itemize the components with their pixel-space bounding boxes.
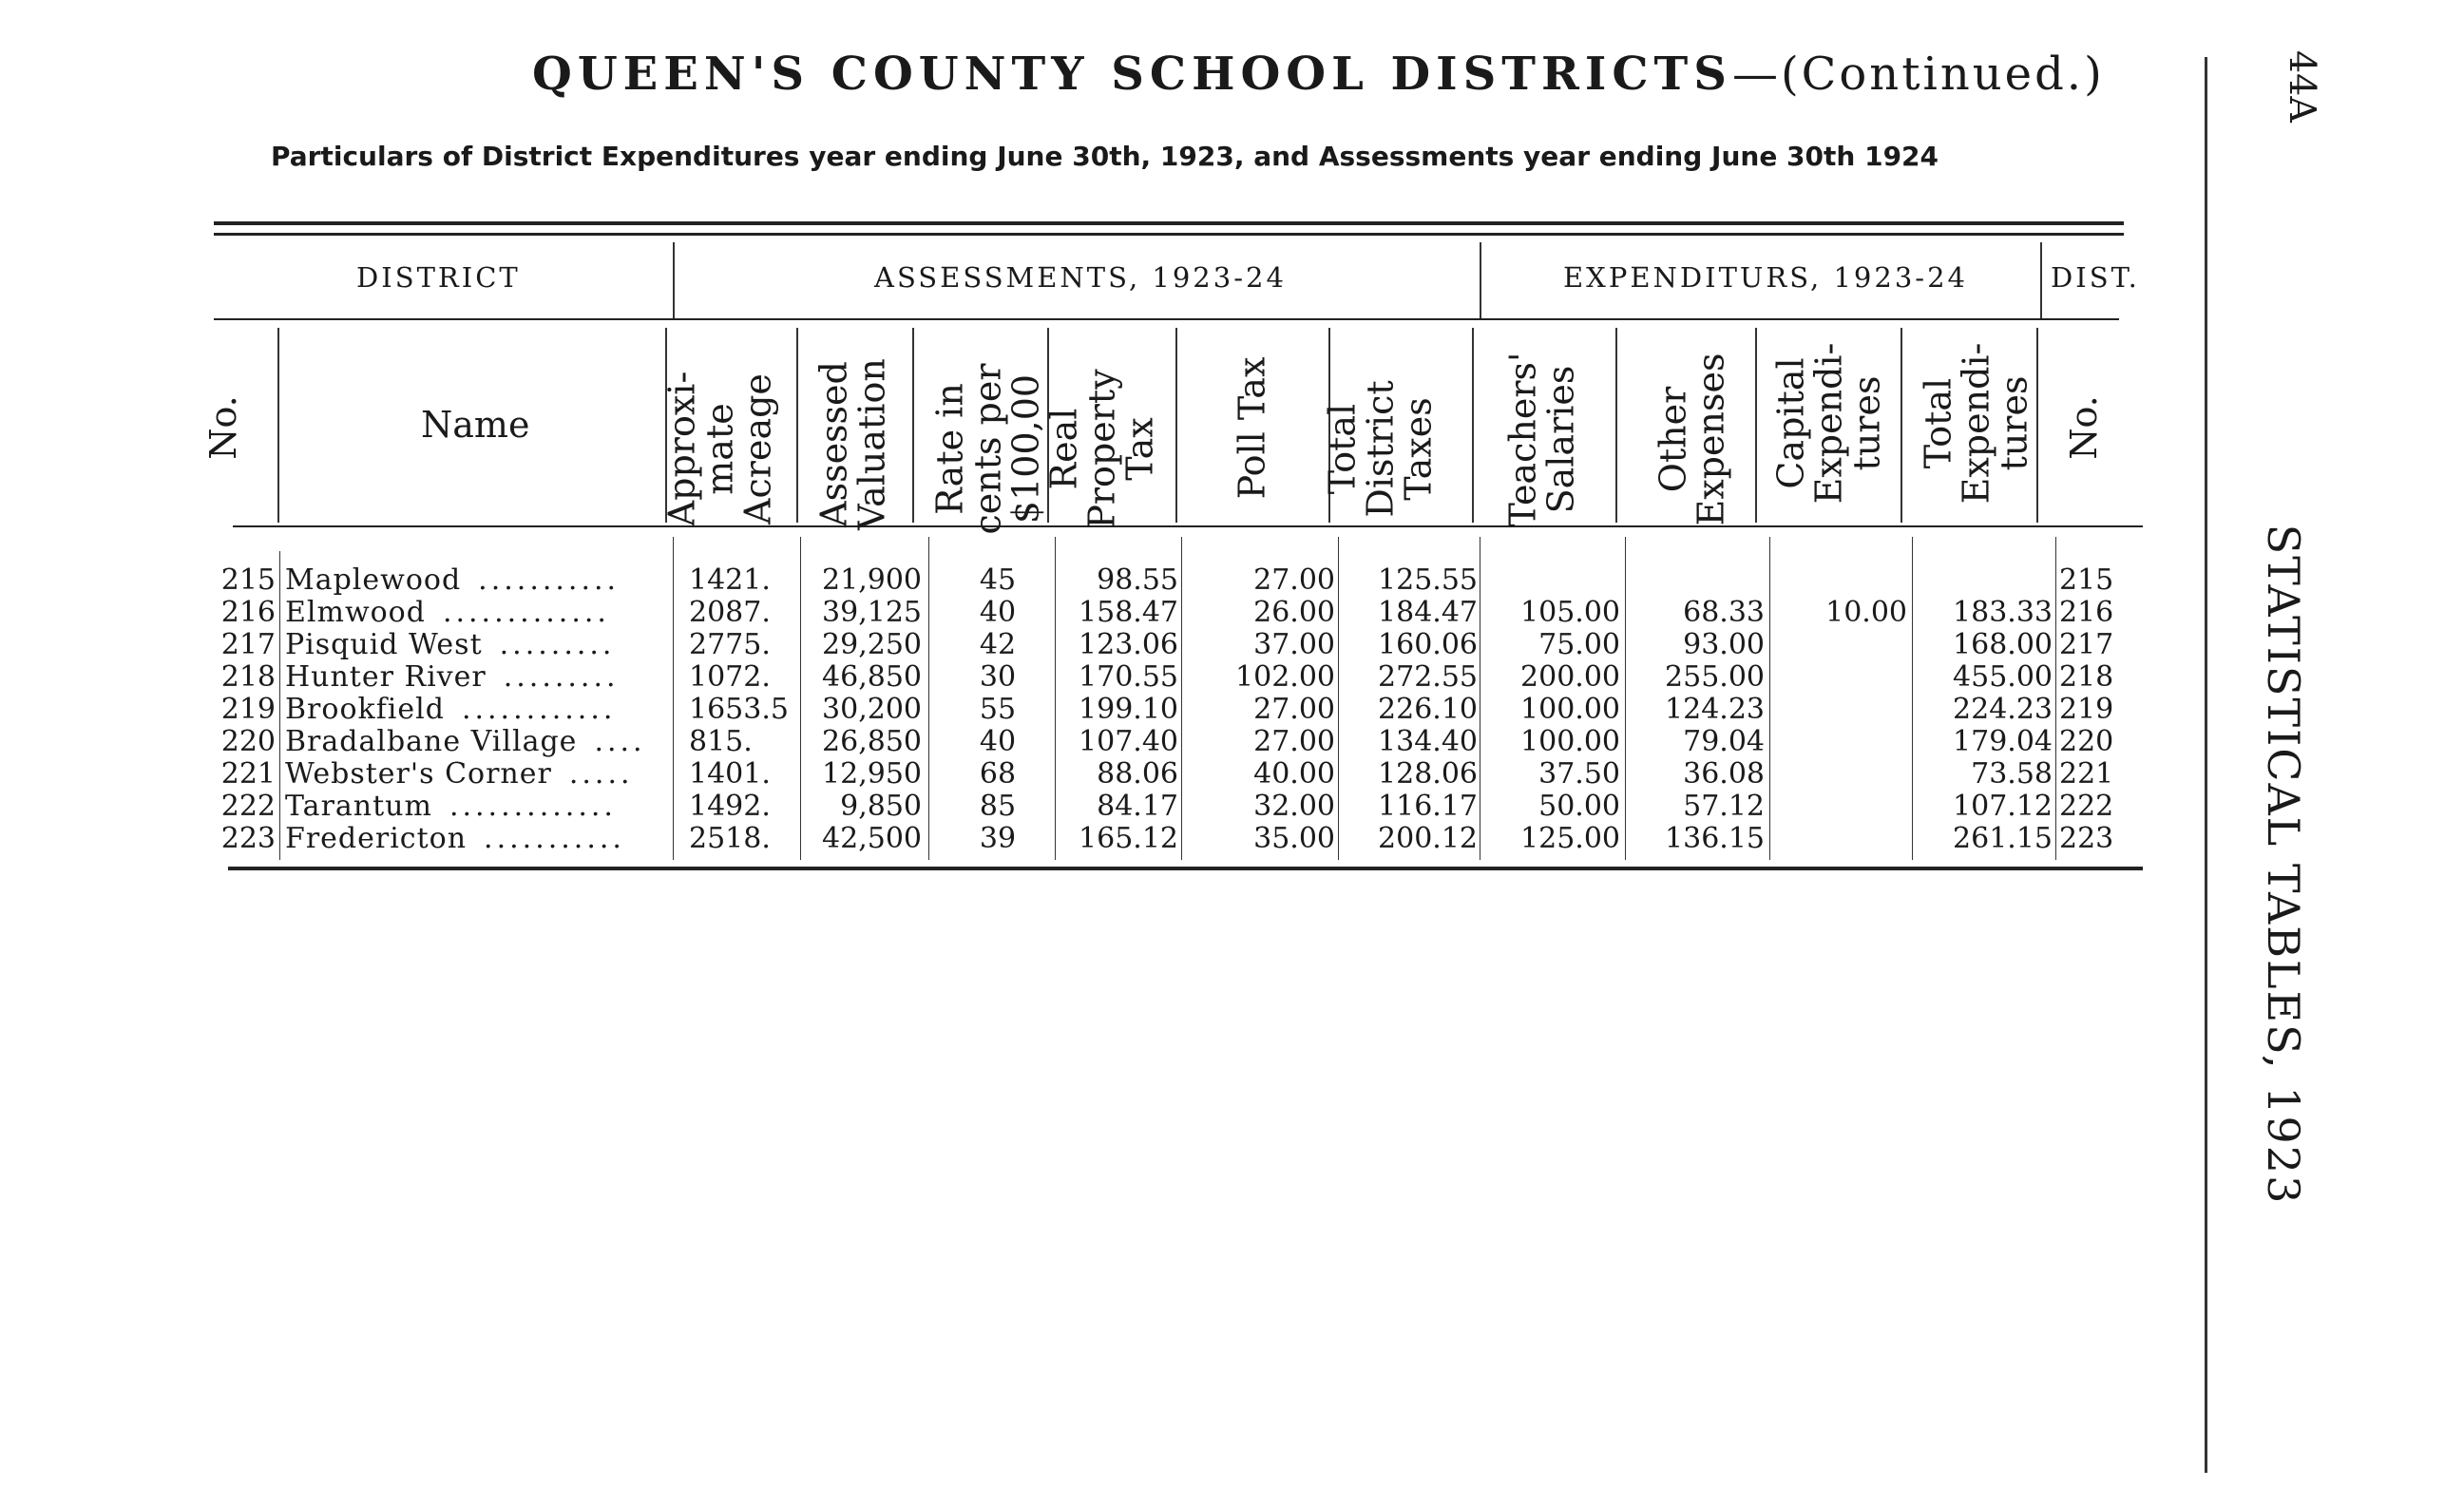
cell-poll-tax: 102.00 (1235, 660, 1335, 694)
group-district: DISTRICT (356, 261, 521, 294)
cell-salaries: 100.00 (1520, 725, 1620, 758)
cell-poll-tax: 35.00 (1253, 822, 1335, 855)
cell-name (285, 725, 665, 758)
cell-rate: 30 (979, 660, 1017, 694)
cell-valuation: 21,900 (822, 563, 922, 597)
cell-real-tax: 107.40 (1079, 725, 1178, 758)
cell-salaries: 50.00 (1538, 790, 1620, 823)
cell-no2: 217 (2059, 628, 2114, 661)
cell-real-tax: 123.06 (1079, 628, 1178, 661)
cell-no: 219 (220, 693, 276, 726)
cell-total-exp: 73.58 (1971, 757, 2053, 791)
cell-total-exp: 261.15 (1953, 822, 2053, 855)
cell-name (285, 757, 665, 791)
cell-poll-tax: 27.00 (1253, 725, 1335, 758)
col-header-poll-tax: Poll Tax (1231, 356, 1273, 500)
table-row (0, 628, 2186, 660)
cell-total-taxes: 184.47 (1378, 596, 1478, 629)
col-divider-poll-tax (1175, 328, 1177, 523)
group-divider-2 (1480, 242, 1481, 318)
cell-total-taxes: 128.06 (1378, 757, 1478, 791)
col-header-other: Other Expenses (1652, 353, 1732, 526)
cell-poll-tax: 27.00 (1253, 563, 1335, 597)
col-header-name: Name (421, 404, 530, 446)
leader-dots: ............. (449, 790, 617, 823)
cell-total-taxes: 116.17 (1378, 790, 1478, 823)
col-header-no: No. (202, 395, 244, 460)
cell-rate: 40 (979, 596, 1017, 629)
cell-acreage: 2775. (689, 628, 771, 661)
cell-real-tax: 84.17 (1097, 790, 1178, 823)
cell-real-tax: 158.47 (1079, 596, 1178, 629)
col-header-valuation: Assessed Valuation (812, 358, 893, 530)
district-name: Hunter River (285, 660, 487, 694)
cell-other: 36.08 (1683, 757, 1765, 791)
column-header-rule (233, 525, 2143, 527)
cell-acreage: 2087. (689, 596, 771, 629)
cell-salaries: 125.00 (1520, 822, 1620, 855)
col-divider-valuation (796, 328, 798, 523)
cell-acreage: 2518. (689, 822, 771, 855)
cell-total-exp: 107.12 (1953, 790, 2053, 823)
cell-poll-tax: 40.00 (1253, 757, 1335, 791)
group-header-rule (214, 318, 2119, 320)
page-number: 44A (2282, 50, 2323, 123)
margin-rule (2205, 57, 2207, 1473)
cell-valuation: 12,950 (822, 757, 922, 791)
table-row (0, 790, 2186, 822)
cell-salaries: 105.00 (1520, 596, 1620, 629)
cell-name (285, 660, 665, 694)
cell-salaries: 75.00 (1538, 628, 1620, 661)
page-title (532, 48, 2105, 101)
cell-valuation: 39,125 (822, 596, 922, 629)
cell-other: 79.04 (1683, 725, 1765, 758)
cell-rate: 85 (979, 790, 1017, 823)
cell-other: 68.33 (1683, 596, 1765, 629)
cell-no: 222 (220, 790, 276, 823)
group-divider-1 (673, 242, 675, 318)
cell-poll-tax: 37.00 (1253, 628, 1335, 661)
cell-real-tax: 165.12 (1079, 822, 1178, 855)
district-name: Tarantum (285, 790, 432, 823)
cell-total-taxes: 125.55 (1378, 563, 1478, 597)
cell-no2: 223 (2059, 822, 2114, 855)
leader-dots: ......... (503, 660, 620, 694)
district-name: Bradalbane Village (285, 725, 578, 758)
district-name: Pisquid West (285, 628, 483, 661)
col-divider-other (1615, 328, 1617, 523)
leader-dots: .... (594, 725, 646, 758)
col-divider-no2 (2036, 328, 2038, 523)
cell-salaries: 100.00 (1520, 693, 1620, 726)
cell-total-exp: 183.33 (1953, 596, 2053, 629)
col-header-salaries: Teachers' Salaries (1501, 352, 1582, 527)
cell-name (285, 822, 665, 855)
cell-other: 136.15 (1665, 822, 1765, 855)
title-suffix: —(Continued.) (1731, 48, 2105, 101)
cell-total-exp: 455.00 (1953, 660, 2053, 694)
cell-rate: 39 (979, 822, 1017, 855)
cell-other: 255.00 (1665, 660, 1765, 694)
cell-no: 217 (220, 628, 276, 661)
cell-name (285, 563, 665, 597)
cell-no2: 221 (2059, 757, 2114, 791)
col-header-rate: Rate in cents per $100,00 (928, 363, 1047, 535)
cell-real-tax: 98.55 (1097, 563, 1178, 597)
cell-no: 216 (220, 596, 276, 629)
cell-no2: 222 (2059, 790, 2114, 823)
col-divider-name (277, 328, 279, 523)
cell-acreage: 1653.5 (689, 693, 789, 726)
cell-valuation: 29,250 (822, 628, 922, 661)
cell-name (285, 628, 665, 661)
leader-dots: ........... (478, 563, 621, 597)
cell-rate: 45 (979, 563, 1017, 597)
col-divider-rate (912, 328, 914, 523)
cell-no2: 218 (2059, 660, 2114, 694)
bottom-rule (228, 867, 2143, 870)
cell-other: 93.00 (1683, 628, 1765, 661)
cell-no2: 219 (2059, 693, 2114, 726)
table-row (0, 693, 2186, 725)
cell-total-taxes: 134.40 (1378, 725, 1478, 758)
col-divider-capital (1755, 328, 1757, 523)
cell-real-tax: 88.06 (1097, 757, 1178, 791)
cell-total-exp: 168.00 (1953, 628, 2053, 661)
leader-dots: ......... (499, 628, 616, 661)
cell-rate: 68 (979, 757, 1017, 791)
table-row (0, 725, 2186, 757)
table-row (0, 822, 2186, 854)
cell-valuation: 26,850 (822, 725, 922, 758)
cell-capital: 10.00 (1825, 596, 1907, 629)
cell-name (285, 790, 665, 823)
cell-acreage: 1421. (689, 563, 771, 597)
cell-no2: 220 (2059, 725, 2114, 758)
cell-poll-tax: 27.00 (1253, 693, 1335, 726)
col-header-capital: Capital Expendi- tures (1769, 342, 1888, 505)
cell-total-taxes: 160.06 (1378, 628, 1478, 661)
table-row (0, 563, 2186, 596)
group-expenditures: EXPENDITURS, 1923-24 (1563, 261, 1968, 294)
group-dist: DIST. (2051, 261, 2140, 294)
cell-total-taxes: 272.55 (1378, 660, 1478, 694)
cell-poll-tax: 32.00 (1253, 790, 1335, 823)
cell-name (285, 693, 665, 726)
cell-other: 57.12 (1683, 790, 1765, 823)
cell-salaries: 200.00 (1520, 660, 1620, 694)
cell-acreage: 815. (689, 725, 753, 758)
cell-no: 223 (220, 822, 276, 855)
cell-rate: 40 (979, 725, 1017, 758)
top-double-rule-2 (214, 233, 2124, 236)
cell-valuation: 46,850 (822, 660, 922, 694)
cell-valuation: 42,500 (822, 822, 922, 855)
cell-no2: 215 (2059, 563, 2114, 597)
cell-other: 124.23 (1665, 693, 1765, 726)
col-header-acreage: Approxi- mate Acreage (660, 371, 779, 527)
running-title: STATISTICAL TABLES, 1923 (2258, 524, 2309, 1206)
cell-salaries: 37.50 (1538, 757, 1620, 791)
leader-dots: ..... (568, 757, 634, 791)
group-divider-3 (2040, 242, 2042, 318)
col-divider-salaries (1472, 328, 1474, 523)
cell-no: 218 (220, 660, 276, 694)
cell-total-taxes: 200.12 (1378, 822, 1478, 855)
col-divider-total-exp (1901, 328, 1902, 523)
table-row (0, 757, 2186, 790)
district-name: Webster's Corner (285, 757, 552, 791)
district-name: Fredericton (285, 822, 468, 855)
cell-total-taxes: 226.10 (1378, 693, 1478, 726)
col-header-total-taxes: Total District Taxes (1321, 380, 1440, 518)
table-row (0, 596, 2186, 628)
cell-name (285, 596, 665, 629)
cell-rate: 42 (979, 628, 1017, 661)
group-assessments: ASSESSMENTS, 1923-24 (874, 261, 1287, 294)
cell-no: 215 (220, 563, 276, 597)
cell-no2: 216 (2059, 596, 2114, 629)
cell-acreage: 1492. (689, 790, 771, 823)
leader-dots: ............ (461, 693, 617, 726)
title-main: QUEEN'S COUNTY SCHOOL DISTRICTS (532, 48, 1732, 101)
table-row (0, 660, 2186, 693)
cell-acreage: 1072. (689, 660, 771, 694)
col-header-no2: No. (2063, 395, 2105, 460)
cell-acreage: 1401. (689, 757, 771, 791)
cell-real-tax: 170.55 (1079, 660, 1178, 694)
leader-dots: ........... (484, 822, 625, 855)
cell-poll-tax: 26.00 (1253, 596, 1335, 629)
col-header-real-tax: Real Property Tax (1042, 369, 1161, 529)
cell-no: 221 (220, 757, 276, 791)
cell-valuation: 30,200 (822, 693, 922, 726)
col-header-total-exp: Total Expendi- tures (1917, 342, 2035, 505)
cell-total-exp: 224.23 (1953, 693, 2053, 726)
leader-dots: ............. (442, 596, 610, 629)
district-name: Maplewood (285, 563, 462, 597)
cell-rate: 55 (979, 693, 1017, 726)
cell-no: 220 (220, 725, 276, 758)
district-name: Brookfield (285, 693, 445, 726)
cell-valuation: 9,850 (840, 790, 922, 823)
top-double-rule-1 (214, 221, 2124, 225)
page-subtitle: Particulars of District Expenditures year ending June 30th, 1923, and Assessments year ending June 30th 1924 (271, 141, 1939, 172)
cell-total-exp: 179.04 (1953, 725, 2053, 758)
district-name: Elmwood (285, 596, 426, 629)
cell-real-tax: 199.10 (1079, 693, 1178, 726)
